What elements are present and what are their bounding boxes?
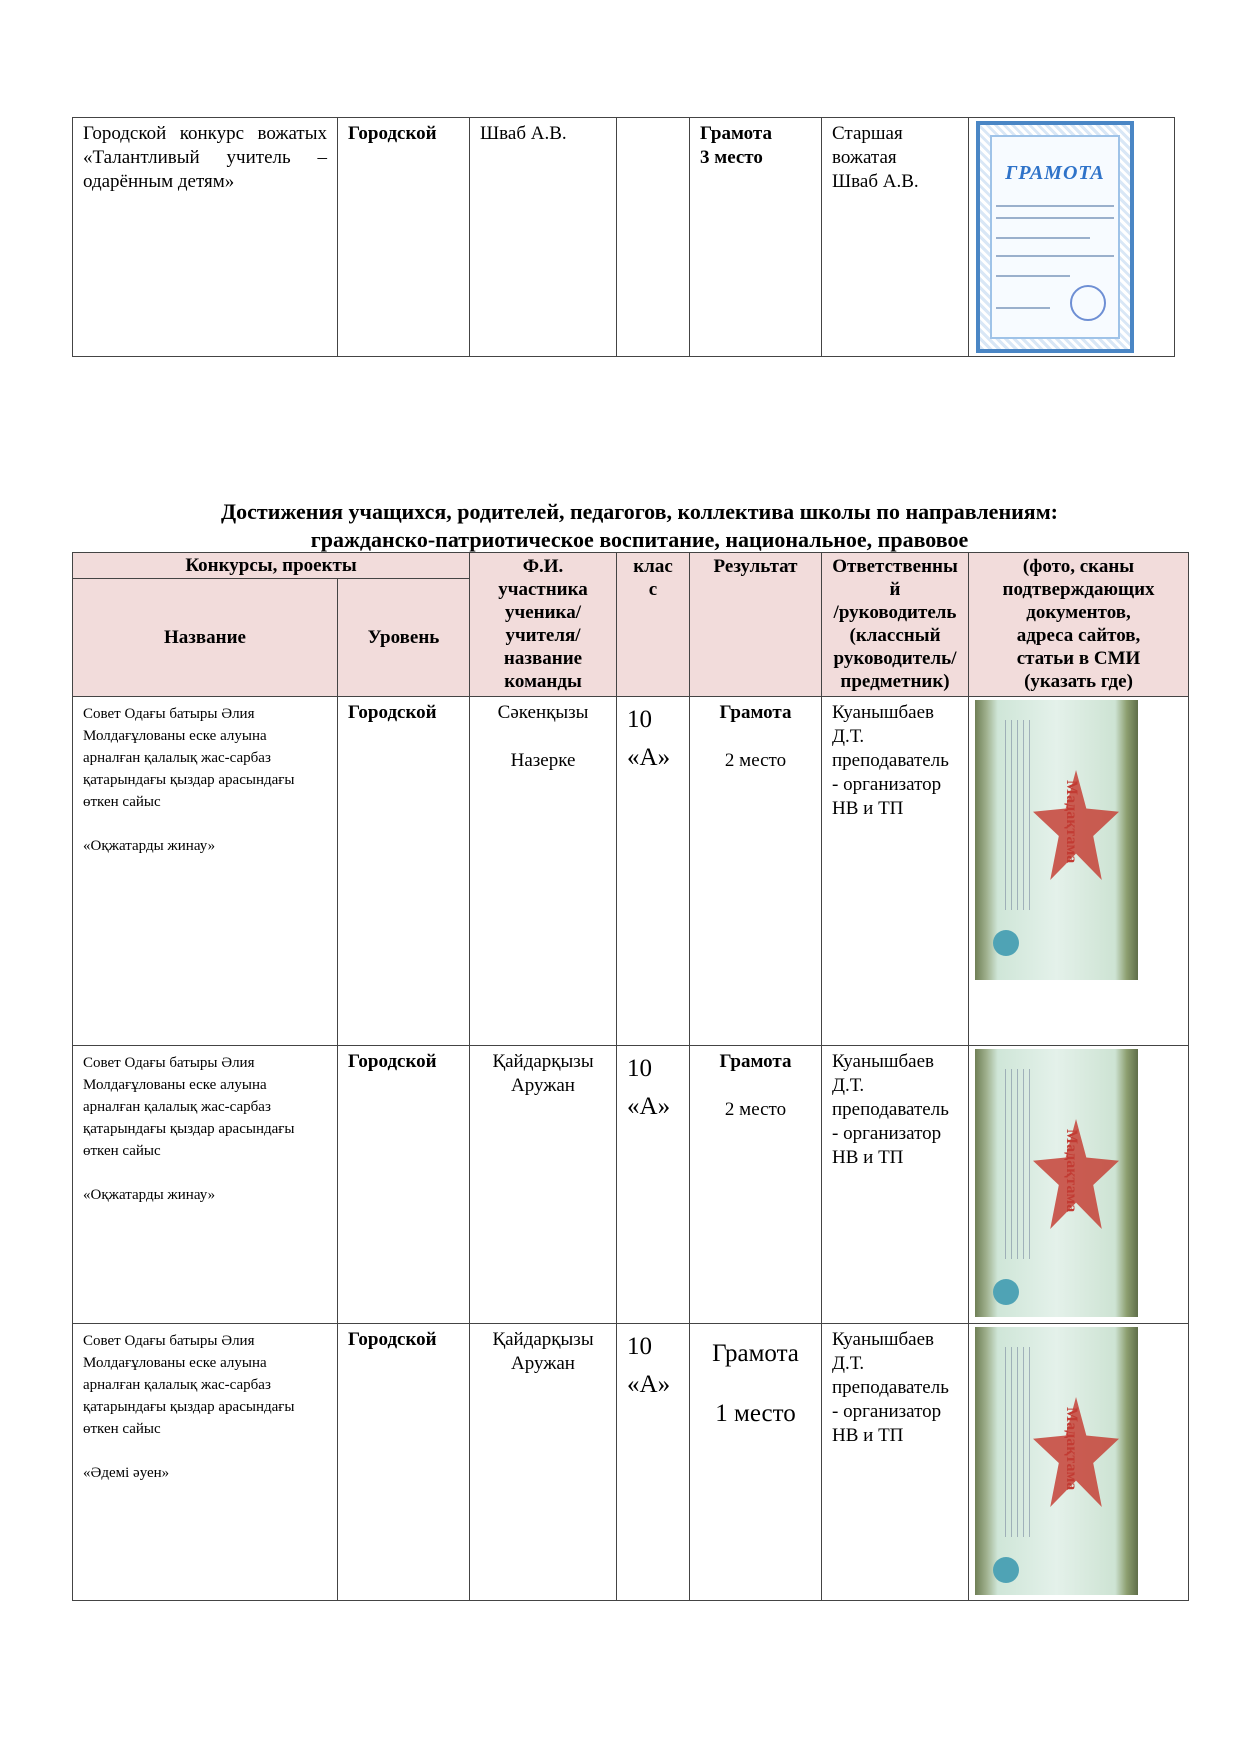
top-contest-name: Городской конкурс вожатых «Талантливый учитель – одарённым детям»	[73, 118, 338, 357]
responsible-line: преподаватель	[832, 1099, 949, 1120]
name-line: өткен сайыс	[83, 1421, 161, 1437]
row-2-result	[690, 1046, 822, 1324]
header-fio-line: Ф.И.	[522, 556, 564, 577]
header-photo-line: статьи в СМИ	[1016, 648, 1141, 669]
header-responsible-line: й	[889, 579, 901, 600]
top-class	[617, 118, 690, 357]
result-line: 2 место	[724, 1099, 787, 1120]
header-responsible-line: Ответственны	[832, 556, 958, 577]
row-1-fio	[470, 697, 617, 1046]
header-responsible-line: предметник)	[840, 671, 950, 692]
result-line: Грамота	[719, 702, 792, 723]
row-2-photo	[969, 1046, 1189, 1324]
row-2-level: Городской	[338, 1046, 470, 1324]
class-line: «А»	[627, 1093, 671, 1120]
top-responsible-line-1: Старшая	[832, 123, 903, 144]
responsible-line: Куанышбаев	[832, 1329, 935, 1350]
row-3-fio	[470, 1324, 617, 1601]
row-1-result	[690, 697, 822, 1046]
row-2-responsible	[822, 1046, 969, 1324]
madaktama-certificate-icon	[975, 700, 1138, 980]
responsible-line: - организатор	[832, 1123, 942, 1144]
madaktama-title: Мадақтама	[1063, 1129, 1081, 1213]
name-line: Молдағұлованы еске алуына	[83, 728, 267, 744]
section-title-line-2: гражданско-патриотическое воспитание, национальное, правовое	[310, 527, 969, 552]
top-table	[72, 117, 1175, 357]
row-1-photo	[969, 697, 1189, 1046]
header-photo-line: документов,	[1026, 602, 1131, 623]
madaktama-certificate-icon	[975, 1327, 1138, 1595]
header-responsible-line: /руководитель	[833, 602, 957, 623]
name-line: Совет Одағы батыры Әлия	[83, 706, 255, 722]
header-class	[617, 553, 690, 697]
name-line: өткен сайыс	[83, 794, 161, 810]
section-title	[72, 498, 1207, 554]
section-title-line-1: Достижения учащихся, родителей, педагогов, коллектива школы по направлениям:	[220, 499, 1059, 524]
responsible-line: преподаватель	[832, 1377, 949, 1398]
name-line: қатарындағы қыздар арасындағы	[83, 1121, 295, 1137]
row-2-fio	[470, 1046, 617, 1324]
madaktama-title: Мадақтама	[1063, 1407, 1081, 1491]
name-line: Молдағұлованы еске алуына	[83, 1077, 267, 1093]
responsible-line: Куанышбаев	[832, 702, 935, 723]
madaktama-certificate-icon	[975, 1049, 1138, 1317]
fio-line: Назерке	[510, 750, 576, 771]
header-contests: Конкурсы, проекты	[73, 553, 470, 579]
header-class-line: клас	[633, 556, 673, 577]
row-3-class	[617, 1324, 690, 1601]
result-line: 1 место	[715, 1400, 796, 1427]
row-1-level: Городской	[338, 697, 470, 1046]
responsible-line: преподаватель	[832, 750, 949, 771]
row-3-result	[690, 1324, 822, 1601]
header-responsible-line: руководитель/	[833, 648, 957, 669]
contest-subtitle: «Оқжатарды жинау»	[83, 1187, 216, 1203]
gramota-certificate-icon	[976, 121, 1134, 353]
class-line: 10	[627, 706, 653, 733]
row-1-responsible	[822, 697, 969, 1046]
top-result-line-2: 3 место	[700, 147, 763, 168]
top-responsible-line-3: Шваб А.В.	[832, 171, 919, 192]
header-fio-line: участника	[498, 579, 588, 600]
fio-line: Қайдарқызы	[492, 1051, 594, 1072]
header-responsible	[822, 553, 969, 697]
top-result-line-1: Грамота	[700, 123, 772, 144]
madaktama-title: Мадақтама	[1063, 780, 1081, 864]
table-row	[73, 697, 1189, 1046]
responsible-line: - организатор	[832, 774, 942, 795]
header-fio-line: название	[503, 648, 583, 669]
fio-line: Сәкенқызы	[497, 702, 589, 723]
result-line: 2 место	[724, 750, 787, 771]
row-2-class	[617, 1046, 690, 1324]
responsible-line: Д.Т.	[832, 1353, 865, 1374]
top-fio: Шваб А.В.	[470, 118, 617, 357]
name-line: қатарындағы қыздар арасындағы	[83, 1399, 295, 1415]
class-line: 10	[627, 1055, 653, 1082]
header-photo-line: (фото, сканы	[1022, 556, 1135, 577]
top-responsible-line-2: вожатая	[832, 147, 897, 168]
result-line: Грамота	[712, 1340, 799, 1367]
contest-subtitle: «Әдемі әуен»	[83, 1465, 170, 1481]
header-class-line: с	[648, 579, 658, 600]
top-result	[690, 118, 822, 357]
row-3-name	[73, 1324, 338, 1601]
row-1-class	[617, 697, 690, 1046]
header-fio-line: учителя/	[505, 625, 581, 646]
class-line: 10	[627, 1333, 653, 1360]
name-line: қатарындағы қыздар арасындағы	[83, 772, 295, 788]
responsible-line: НВ и ТП	[832, 1425, 904, 1446]
header-fio-line: команды	[504, 671, 582, 692]
responsible-line: - организатор	[832, 1401, 942, 1422]
responsible-line: Д.Т.	[832, 726, 865, 747]
header-name: Название	[73, 579, 338, 697]
class-line: «А»	[627, 1371, 671, 1398]
top-photo-cell	[969, 118, 1175, 357]
header-photo-line: адреса сайтов,	[1016, 625, 1141, 646]
name-line: арналған қалалық жас-сарбаз	[83, 1099, 271, 1115]
top-level: Городской	[338, 118, 470, 357]
achievements-table	[72, 552, 1189, 1601]
top-responsible	[822, 118, 969, 357]
row-3-responsible	[822, 1324, 969, 1601]
header-responsible-line: (классный	[849, 625, 941, 646]
header-fio	[470, 553, 617, 697]
responsible-line: Куанышбаев	[832, 1051, 935, 1072]
header-level: Уровень	[338, 579, 470, 697]
header-photo	[969, 553, 1189, 697]
name-line: арналған қалалық жас-сарбаз	[83, 1377, 271, 1393]
fio-line: Аружан	[511, 1353, 575, 1374]
name-line: Совет Одағы батыры Әлия	[83, 1333, 255, 1349]
name-line: Совет Одағы батыры Әлия	[83, 1055, 255, 1071]
class-line: «А»	[627, 744, 671, 771]
contest-subtitle: «Оқжатарды жинау»	[83, 838, 216, 854]
fio-line: Аружан	[511, 1075, 575, 1096]
header-photo-line: подтверждающих	[1002, 579, 1155, 600]
fio-line: Қайдарқызы	[492, 1329, 594, 1350]
row-1-name	[73, 697, 338, 1046]
row-2-name	[73, 1046, 338, 1324]
name-line: Молдағұлованы еске алуына	[83, 1355, 267, 1371]
result-line: Грамота	[719, 1051, 792, 1072]
responsible-line: Д.Т.	[832, 1075, 865, 1096]
row-3-level: Городской	[338, 1324, 470, 1601]
header-fio-line: ученика/	[505, 602, 581, 623]
name-line: өткен сайыс	[83, 1143, 161, 1159]
name-line: арналған қалалық жас-сарбаз	[83, 750, 271, 766]
table-row	[73, 1046, 1189, 1324]
table-row	[73, 1324, 1189, 1601]
row-3-photo	[969, 1324, 1189, 1601]
header-result: Результат	[690, 553, 822, 697]
gramota-title: ГРАМОТА	[1005, 162, 1105, 184]
header-photo-line: (указать где)	[1024, 671, 1133, 692]
responsible-line: НВ и ТП	[832, 1147, 904, 1168]
responsible-line: НВ и ТП	[832, 798, 904, 819]
